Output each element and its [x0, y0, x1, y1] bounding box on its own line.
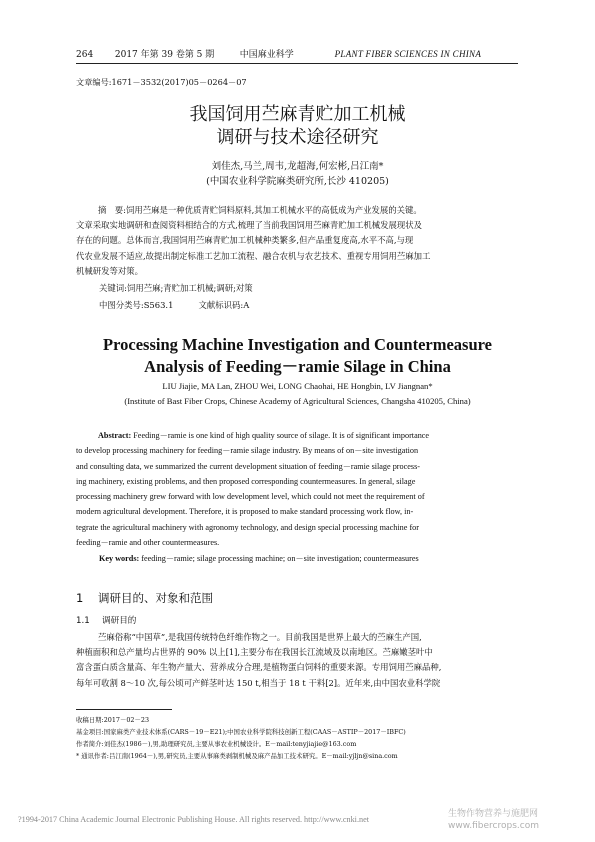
title-cn-line-1: 我国饲用苎麻青贮加工机械	[189, 104, 406, 125]
journal-name-en: PLANT FIBER SCIENCES IN CHINA	[334, 49, 482, 59]
abstract-cn-line: 代农业发展不适应,故提出制定标准工艺加工流程、融合农机与农艺技术、重视专用饲用苎麻加工	[76, 250, 431, 261]
section-number: 1	[76, 591, 84, 605]
section-title: 调研目的、对象和范围	[98, 591, 213, 605]
keywords-en-label: Key words:	[99, 554, 140, 563]
affiliation-en: (Institute of Bast Fiber Crops, Chinese Academy of Agricultural Sciences, Changsha 410205, China)	[124, 396, 471, 406]
abstract-cn-line: 存在的问题。总体而言,我国饲用苎麻青贮加工机械种类繁多,但产品重复度高,水平不高,与现	[76, 235, 414, 246]
body-line: 每年可收割 8～10 次,每公顷可产鲜茎叶达 150 t,相当于 18 t 干料[2]。近年来,由中国农业科学院	[76, 677, 441, 688]
abstract-cn-line: 文章采取实地调研和查阅资料相结合的方式,梳理了当前我国饲用苎麻青贮加工机械发展现状及	[76, 220, 423, 231]
abstract-en	[76, 428, 520, 550]
abstract-en-line: tegrate the agricultural machinery with agronomy technology, and design special processing machine for	[76, 522, 419, 532]
keywords-cn: 关键词:饲用苎麻;青贮加工机械;调研;对策	[99, 283, 253, 293]
keywords-en-text: feeding－ramie; silage processing machine; on－site investigation; countermeasures	[141, 554, 419, 563]
abstract-cn-line: 机械研发等对策。	[76, 265, 143, 276]
affiliation-cn: (中国农业科学院麻类研究所,长沙 410205)	[206, 176, 389, 187]
body-line: 苎麻俗称“中国草”,是我国传统特色纤维作物之一。目前我国是世界上最大的苎麻生产国,	[98, 632, 422, 642]
subsection-title: 调研目的	[102, 616, 137, 626]
footnote-author: 作者简介:刘佳杰(1986－),男,助理研究员,主要从事农业机械设计。E－mail:tenyjiajie@163.com	[76, 740, 357, 748]
footnote-rule	[76, 709, 172, 710]
journal-name-cn: 中国麻业科学	[239, 50, 294, 60]
title-en-line-2: Analysis of Feeding－ramie Silage in China	[144, 357, 451, 376]
abstract-en-line: modern agricultural development. Therefore, it is proposed to make standard processing work flow, in-	[76, 507, 414, 517]
subsection-number: 1.1	[76, 616, 90, 626]
article-number: 文章编号:1671－3532(2017)05－0264－07	[76, 77, 247, 87]
abstract-en-line: feeding－ramie and other countermeasures.	[76, 538, 220, 548]
authors-cn: 刘佳杰,马兰,周韦,龙超海,何宏彬,吕江南*	[211, 161, 384, 172]
body-line: 种植面积和总产量均占世界的 90% 以上[1],主要分布在我国长江流域及以南地区。苎麻嫩茎叶中	[76, 647, 433, 658]
classification-cn: 中图分类号:S563.1 文献标识码:A	[99, 300, 250, 310]
footnote-received: 收稿日期:2017－02－23	[76, 716, 150, 724]
footnotes	[76, 714, 522, 762]
abstract-en-line: ing machinery, existing problems, and then proposed corresponding countermeasures. In general, silage	[76, 476, 416, 486]
title-en-line-1: Processing Machine Investigation and Countermeasure	[103, 335, 492, 354]
title-cn-line-2: 调研与技术途径研究	[216, 127, 379, 148]
subsection-heading	[76, 614, 136, 626]
abstract-cn	[76, 203, 522, 279]
keywords-en	[99, 551, 519, 566]
copyright-line: ?1994-2017 China Academic Journal Electronic Publishing House. All rights reserved. http://www.cnki.net	[18, 815, 370, 824]
watermark-cn: 生物作物营养与施肥网	[448, 809, 539, 819]
watermark	[448, 808, 539, 832]
abstract-en-line: and consulting data, we summarized the current development situation of feeding－ramie silage process-	[76, 461, 420, 471]
footnote-funding: 基金项目:国家麻类产业技术体系(CARS－19－E21);中国农业科学院科技创新工程(CAAS－ASTIP－2017－IBFC)	[76, 728, 406, 736]
abstract-en-line: Feeding－ramie is one kind of high quality source of silage. It is of significant importance	[133, 431, 430, 440]
footnote-corresponding: * 通讯作者:吕江南(1964－),男,研究员,主要从事麻类剥制机械及麻产品加工技术研究。E－mail:yjljn@sina.com	[76, 752, 398, 760]
abstract-cn-line: 摘 要:饲用苎麻是一种优质青贮饲料原料,其加工机械水平的高低成为产业发展的关键。	[98, 205, 422, 215]
authors-en: LIU Jiajie, MA Lan, ZHOU Wei, LONG Chaohai, HE Hongbin, LV Jiangnan*	[162, 381, 433, 391]
header-rule	[76, 63, 518, 64]
section-heading	[76, 590, 213, 606]
watermark-url: www.fibercrops.com	[448, 821, 539, 831]
abstract-en-label: Abstract:	[98, 431, 132, 440]
page-number: 264	[76, 50, 94, 60]
volume-issue: 2017 年第 39 卷第 5 期	[114, 50, 215, 60]
abstract-en-line: processing machinery grew forward with low development level, which could not meet the requirement of	[76, 492, 425, 502]
body-paragraph	[76, 630, 522, 691]
body-line: 富含蛋白质含量高、年生物产量大、营养成分合理,是植物蛋白饲料的重要来源。专用饲用苎麻品种,	[76, 662, 442, 673]
abstract-en-line: to develop processing machinery for feeding－ramie silage industry. By means of on－site investigation	[76, 446, 419, 456]
running-header	[76, 47, 518, 60]
